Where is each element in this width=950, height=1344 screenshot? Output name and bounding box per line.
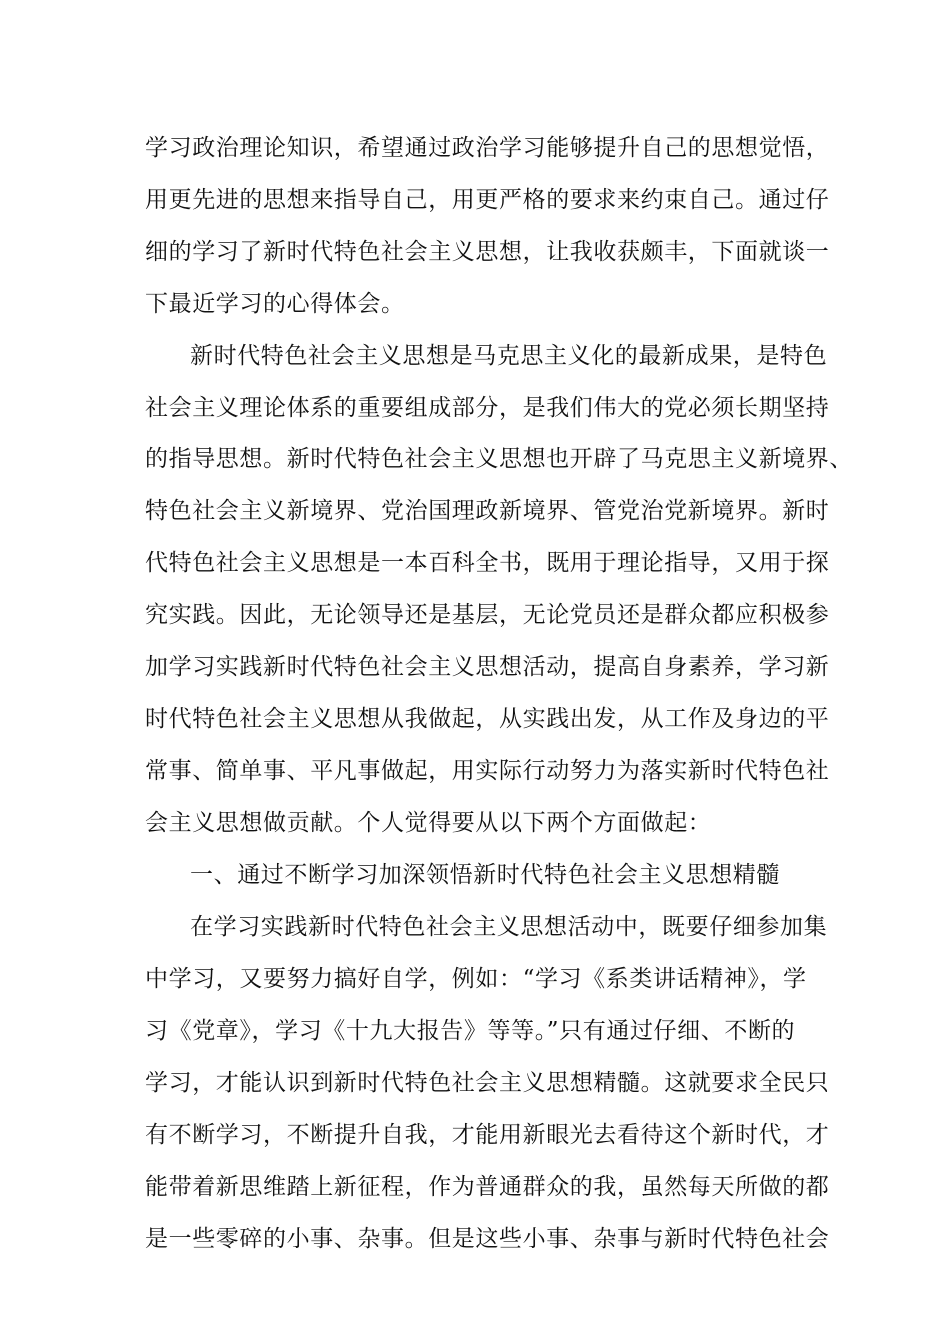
text-line: 习《党章》，学习《十九大报告》等等。”只有通过仔细、不断的 <box>145 1018 796 1044</box>
text-line: 常事、简单事、平凡事做起，用实际行动努力为落实新时代特色社 <box>145 758 830 784</box>
text-line: 细的学习了新时代特色社会主义思想，让我收获颇丰，下面就谈一 <box>145 239 830 265</box>
text-line: 代特色社会主义思想是一本百科全书，既用于理论指导，又用于探 <box>145 550 830 576</box>
section-heading: 一、通过不断学习加深领悟新时代特色社会主义思想精髓 <box>190 862 780 888</box>
text-line: 的指导思想。新时代特色社会主义思想也开辟了马克思主义新境界、 <box>145 446 853 472</box>
text-line: 时代特色社会主义思想从我做起，从实践出发，从工作及身边的平 <box>145 706 830 732</box>
text-line: 究实践。因此，无论领导还是基层，无论党员还是群众都应积极参 <box>145 602 830 628</box>
text-line: 社会主义理论体系的重要组成部分，是我们伟大的党必须长期坚持 <box>145 395 830 421</box>
text-line: 有不断学习，不断提升自我，才能用新眼光去看待这个新时代，才 <box>145 1122 830 1148</box>
text-line: 下最近学习的心得体会。 <box>145 291 405 317</box>
text-line: 用更先进的思想来指导自己，用更严格的要求来约束自己。通过仔 <box>145 187 830 213</box>
text-line: 加学习实践新时代特色社会主义思想活动，提高自身素养，学习新 <box>145 654 830 680</box>
text-line: 能带着新思维踏上新征程，作为普通群众的我，虽然每天所做的都 <box>145 1174 830 1200</box>
text-line: 学习政治理论知识，希望通过政治学习能够提升自己的思想觉悟， <box>145 135 830 161</box>
paragraph-first-line: 新时代特色社会主义思想是马克思主义化的最新成果，是特色 <box>190 343 828 369</box>
text-line: 会主义思想做贡献。个人觉得要从以下两个方面做起： <box>145 810 712 836</box>
text-line: 是一些零碎的小事、杂事。但是这些小事、杂事与新时代特色社会 <box>145 1226 830 1252</box>
text-line: 中学习，又要努力搞好自学，例如：“学习《系类讲话精神》，学 <box>145 966 807 992</box>
text-line: 特色社会主义新境界、党治国理政新境界、管党治党新境界。新时 <box>145 498 830 524</box>
paragraph-first-line: 在学习实践新时代特色社会主义思想活动中，既要仔细参加集 <box>190 914 828 940</box>
text-line: 学习，才能认识到新时代特色社会主义思想精髓。这就要求全民只 <box>145 1070 830 1096</box>
